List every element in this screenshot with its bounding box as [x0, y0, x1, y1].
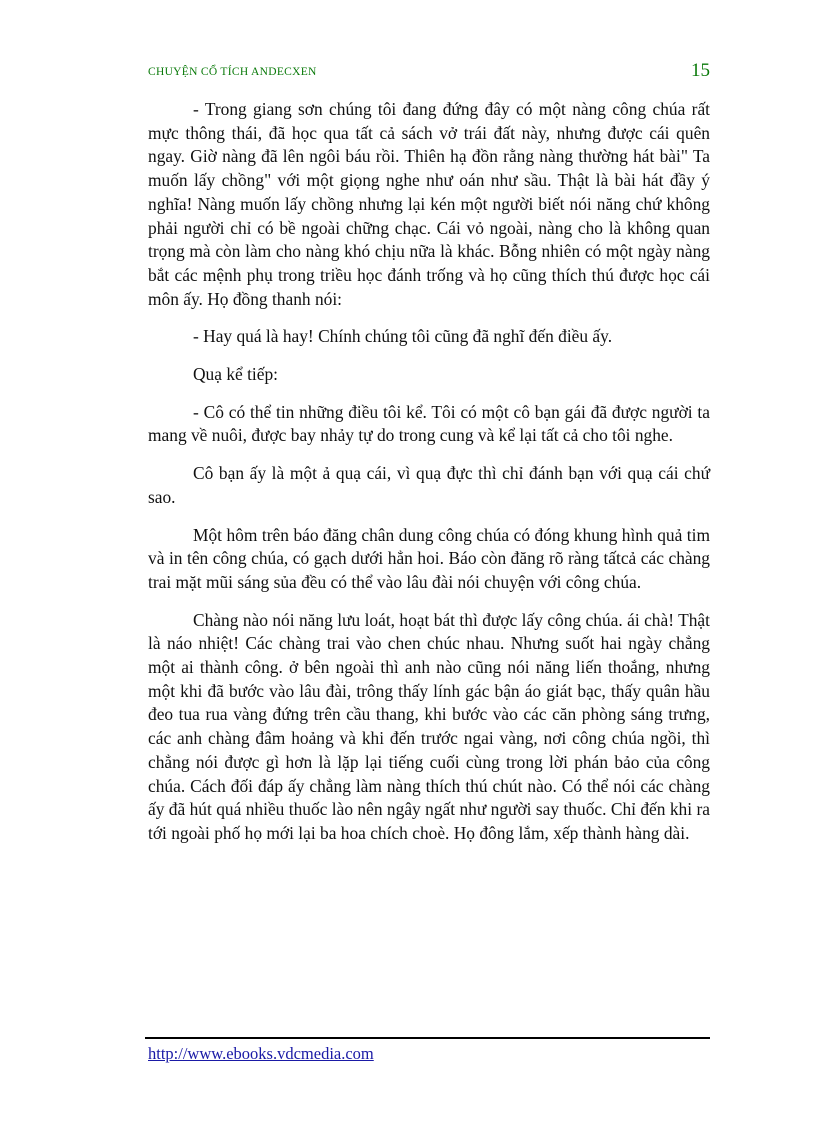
page-number: 15 — [691, 60, 710, 81]
paragraph: - Trong giang sơn chúng tôi đang đứng đây có một nàng công chúa rất mực thông thái, đã học qua tất cả sách vở trái đất này, nhưng được cái quên ngay. Giờ nàng đã lên ngôi báu rồi. Thiên hạ đồn rằng nàng thường hát bài" Ta muốn lấy chồng" với một giọng nghe như oán như sầu. Thật là bài hát đầy ý nghĩa! Nàng muốn lấy chồng nhưng lại kén một người biết nói năng chứ không phải người chỉ có bề ngoài chững chạc. Cái vỏ ngoài, nàng cho là không quan trọng mà còn làm cho nàng khó chịu nữa là khác. Bỗng nhiên có một ngày nàng bắt các mệnh phụ trong triều học đánh trống và họ cũng thích thú được học cái môn ấy. Họ đồng thanh nói: — [148, 99, 710, 309]
page-header — [148, 60, 710, 84]
paragraph: Cô bạn ấy là một ả quạ cái, vì quạ đực thì chỉ đánh bạn với quạ cái chứ sao. — [148, 463, 710, 507]
paragraph: - Cô có thể tin những điều tôi kể. Tôi có một cô bạn gái đã được người ta mang về nuôi, được bay nhảy tự do trong cung và kể lại tất cả cho tôi nghe. — [148, 401, 710, 446]
paragraph: - Hay quá là hay! Chính chúng tôi cũng đã nghĩ đến điều ấy. — [193, 326, 613, 347]
paragraph: Quạ kể tiếp: — [193, 364, 278, 385]
footer-link[interactable]: http://www.ebooks.vdcmedia.com — [148, 1044, 374, 1063]
book-title: CHUYỆN CỔ TÍCH ANDECXEN — [148, 66, 317, 78]
page-body — [148, 98, 710, 860]
footer-divider — [145, 1037, 710, 1039]
paragraph: Chàng nào nói năng lưu loát, hoạt bát thì được lấy công chúa. ái chà! Thật là náo nhiệt! Các chàng trai vào chen chúc nhau. Nhưng suốt hai ngày chẳng một ai thành công. ở bên ngoài thì anh nào cũng nói năng liến thoắng, nhưng một khi đã bước vào lâu đài, trông thấy lính gác bận áo giát bạc, thấy quân hầu đeo tua rua vàng đứng trên cầu thang, khi bước vào các căn phòng sáng trưng, các anh chàng đâm hoảng và khi đến trước ngai vàng, nơi công chúa ngồi, thì chẳng nói được gì hơn là lặp lại tiếng cuối cùng trong lời phán bảo của công chúa. Cách đối đáp ấy chẳng làm nàng thích thú chút nào. Có thể nói các chàng ấy đã hút quá nhiều thuốc lào nên ngây ngất như người say thuốc. Chỉ đến khi ra tới ngoài phố họ mới lại ba hoa chích choè. Họ đông lắm, xếp thành hàng dài. — [148, 609, 710, 843]
paragraph: Một hôm trên báo đăng chân dung công chúa có đóng khung hình quả tim và in tên công chúa, có gạch dưới hẳn hoi. Báo còn đăng rõ ràng tấtcả các chàng trai mặt mũi sáng sủa đều có thể vào lâu đài nói chuyện với công chúa. — [148, 524, 710, 592]
